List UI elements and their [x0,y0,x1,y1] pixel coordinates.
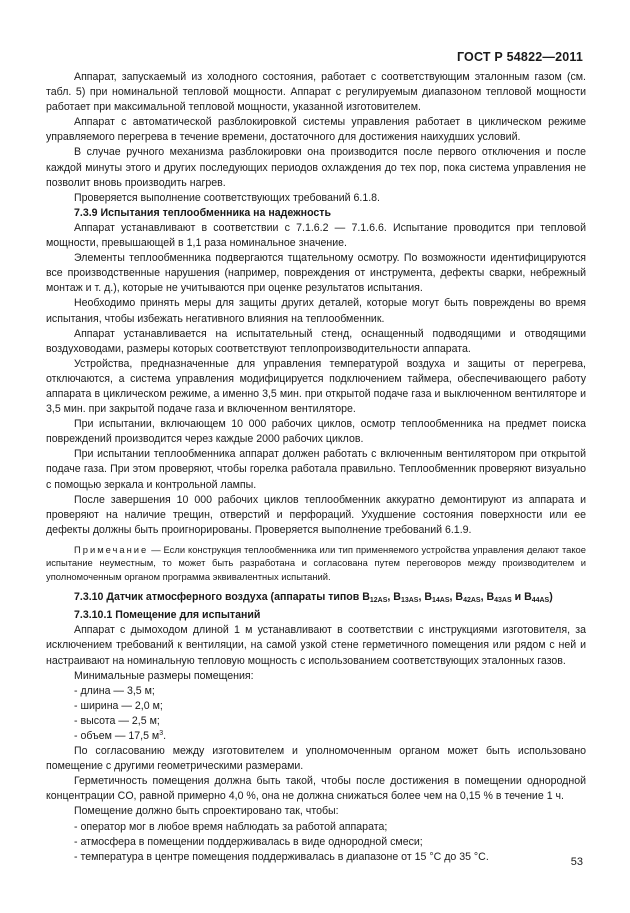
type-subscript: 42AS [463,597,481,605]
list-item: - температура в центре помещения поддерживалась в диапазоне от 15 °C до 35 °C. [74,850,489,863]
type-letter: B [362,591,370,604]
list-item-end: . [163,729,167,742]
note [46,543,586,583]
type-letter: B [424,591,433,604]
separator: и [511,591,525,604]
separator: , [418,591,425,604]
document-body [46,70,586,865]
paragraph: Аппарат с дымоходом длиной 1 м устанавливают в соответствии с инструкциями изготовителя, за исключением требований к вентиляции, на самой узкой стене герметичного помещения или рядом с ней и настраивают на номинальную тепловую мощность с использованием соответствующих эталонных газов. [46,624,586,667]
type-letter: B [486,591,495,604]
paragraph: В случае ручного механизма разблокировки она производится после первого отключения и после каждой минуты этого и других последующих периодов охлаждения до тех пор, пока система управления не позволит вновь производить нагрев. [46,146,586,189]
type-subscript: 43AS [494,597,512,605]
superscript: 3 [159,729,164,737]
paragraph: Необходимо принять меры для защиты других деталей, которые могут быть повреждены во время испытания, чтобы избежать негативного влияния на теплообменник. [46,297,586,325]
paragraph: Проверяется выполнение соответствующих требований 6.1.8. [74,191,380,204]
note-text: — Если конструкция теплообменника или тип применяемого устройства управления делают такое испытание неуместным, то может быть разработана и согласована путем переговоров между производителем и уполномоченным органом программа эквивалентных испытаний. [46,543,586,582]
paragraph: Аппарат устанавливают в соответствии с 7.1.6.2 — 7.1.6.6. Испытание проводится при тепловой мощности, превышающей в 1,1 раза номинальное значение. [46,221,586,250]
paragraph: Аппарат с автоматической разблокировкой системы управления работает в циклическом режиме управляемого перегрева в течение времени, достаточного для достижения наихудших условий. [46,116,586,144]
page-number: 53 [570,856,583,868]
type-letter: B [455,591,464,604]
paragraph: Помещение должно быть спроектировано так, чтобы: [74,805,339,818]
paragraph: Аппарат, запускаемый из холодного состояния, работает с соответствующим эталонным газом (см. табл. 5) при номинальной тепловой мощности. Аппарат с регулируемым диапазоном тепловой мощности работает при максимальной тепловой мощности, указанной изготовителем. [46,71,586,114]
paragraph: После завершения 10 000 рабочих циклов теплообменник аккуратно демонтируют из аппарата и проверяют на наличие трещин, отверстий и перфораций. Ухудшение состояния поверхности или ее дефекты должны быть проигнорированы. Проверяется выполнение требований 6.1.9. [46,493,586,536]
section-heading-7-3-9: 7.3.9 Испытания теплообменника на надежность [74,206,331,219]
type-subscript: 14AS [432,597,450,605]
heading-text: 7.3.10 Датчик атмосферного воздуха (аппараты типов [74,591,363,604]
paragraph: По согласованию между изготовителем и уполномоченным органом может быть использовано помещение с другими геометрическими размерами. [46,745,586,773]
separator: , [480,591,487,604]
paragraph: Устройства, предназначенные для управления температурой воздуха и защиты от перегрева, отключаются, а система управления модифицируется подключением таймера, обеспечивающего работу аппарата в циклическом режиме, а именно 3,5 мин. при открытой подаче газа и выключенном вентиляторе и 3,5 мин. при закрытой подаче газа и включенном вентиляторе. [46,357,586,416]
list-item: - длина — 3,5 м; [74,684,155,697]
paragraph: Минимальные размеры помещения: [74,669,254,682]
type-letter: B [393,591,401,604]
separator: , [387,591,394,604]
type-subscript: 13AS [400,597,419,605]
list-item: - атмосфера в помещении поддерживалась в виде однородной смеси; [74,835,423,848]
type-letter: B [524,591,532,604]
section-heading-7-3-10-1: 7.3.10.1 Помещение для испытаний [74,609,261,622]
section-heading-7-3-10 [46,590,586,605]
note-label: Примечание [74,543,149,555]
separator: , [449,591,456,604]
paragraph: При испытании теплообменника аппарат должен работать с включенным вентилятором при открытой подаче газа. При этом проверяют, чтобы горелка работала правильно. Теплообменник проверяют визуально с помощью зеркала и контрольной лампы. [46,448,586,491]
document-header: ГОСТ Р 54822—2011 [456,50,583,64]
type-subscript: 44AS [531,597,550,605]
list-item: - высота — 2,5 м; [74,714,160,727]
paragraph: При испытании, включающем 10 000 рабочих циклов, осмотр теплообменника на предмет поиска повреждений производится через каждые 2000 рабочих циклов. [46,418,586,446]
separator: ) [549,591,553,604]
list-item: - ширина — 2,0 м; [74,699,163,712]
paragraph: Герметичность помещения должна быть такой, чтобы после достижения в помещении однородной концентрации CO, равной примерно 4,0 %, она не должна снижаться более чем на 0,15 % в течение 1 ч. [46,775,586,803]
list-item [46,729,586,744]
list-item-text: - объем — 17,5 м [74,729,160,742]
paragraph: Аппарат устанавливается на испытательный стенд, оснащенный подводящими и отводящими воздуховодами, размеры которых соответствуют теплопроизводительности аппарата. [46,327,586,355]
type-subscript: 12AS [369,597,388,605]
list-item: - оператор мог в любое время наблюдать за работой аппарата; [74,820,388,833]
paragraph: Элементы теплообменника подвергаются тщательному осмотру. По возможности идентифицируются все производственные нарушения (например, повреждения от инструмента, дефекты сварки, небрежный монтаж и т. д.), которые не учитываются при оценке результатов испытания. [46,252,586,295]
